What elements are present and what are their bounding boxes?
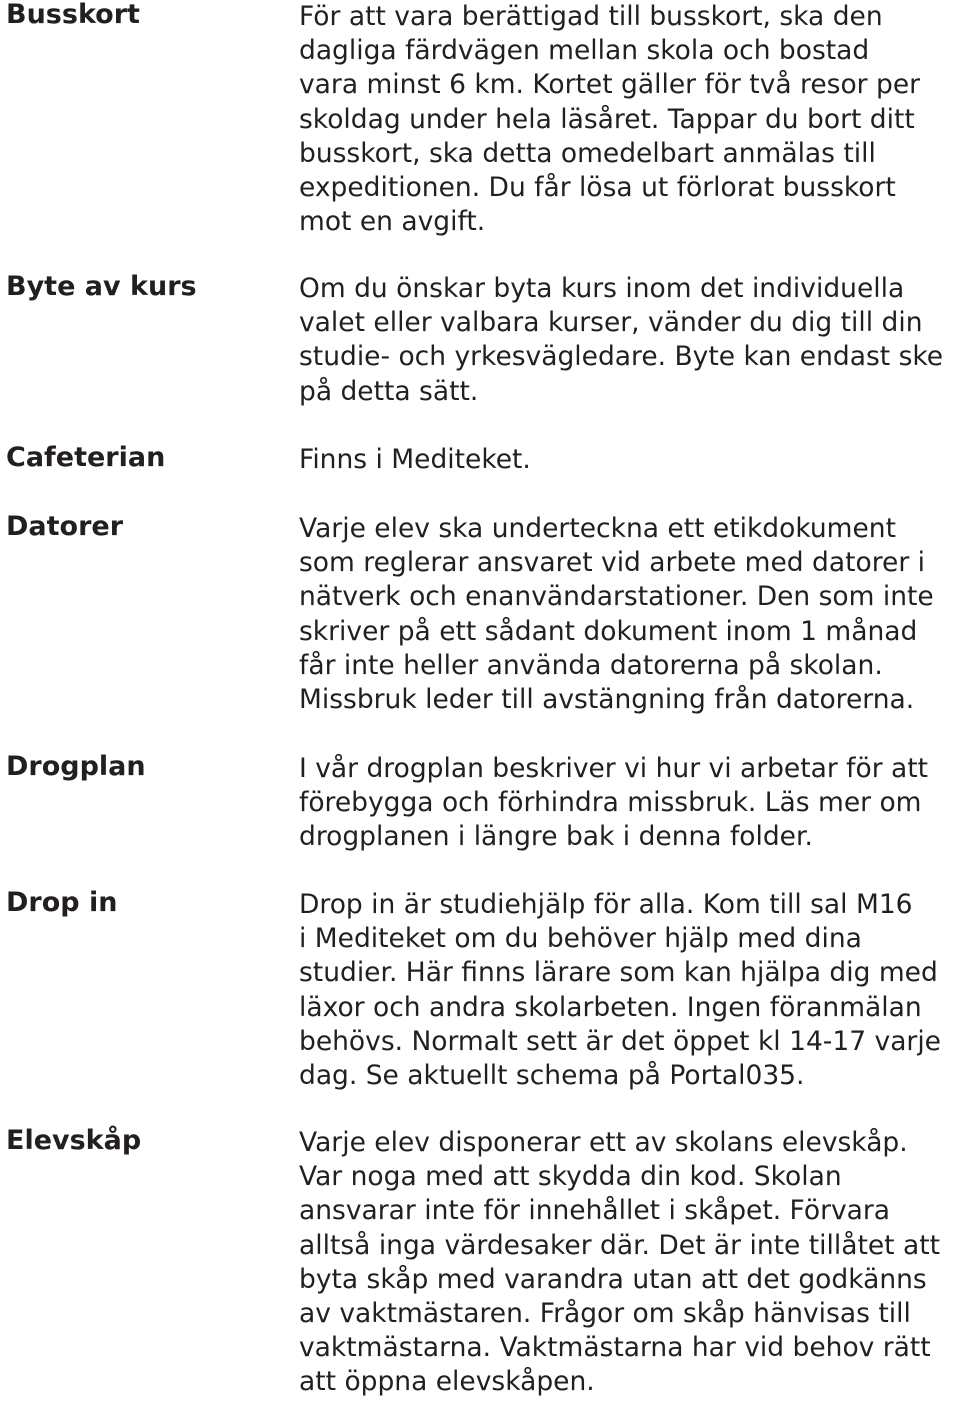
description-line: drogplanen i längre bak i denna folder. [299, 821, 813, 853]
description-line: att öppna elevskåpen. [299, 1366, 595, 1398]
description-line: busskort, ska detta omedelbart anmälas till [299, 137, 876, 169]
description-line: Varje elev ska underteckna ett etikdokument [299, 513, 896, 544]
description-line: mot en avgift. [299, 206, 486, 238]
description-line: behövs. Normalt sett är det öppet kl 14-17 varje [299, 1025, 941, 1057]
entry-term: Elevskåp [6, 1125, 142, 1156]
description-line: I vår drogplan beskriver vi hur vi arbetar för att [299, 753, 929, 784]
description-line: För att vara berättigad till busskort, ska den [299, 1, 883, 32]
description-line: som reglerar ansvaret vid arbete med datorer i [299, 547, 925, 579]
description-line: läxor och andra skolarbeten. Ingen föranmälan [299, 991, 922, 1023]
description-line: Drop in är studiehjälp för alla. Kom till sal M16 [299, 889, 913, 920]
description-line: studier. Här finns lärare som kan hjälpa dig med [299, 957, 938, 989]
entry-description [299, 888, 956, 1093]
description-line: studie- och yrkesvägledare. Byte kan endast ske [299, 341, 944, 373]
entry-term: Drogplan [6, 751, 146, 782]
description-line: Varje elev disponerar ett av skolans elevskåp. [299, 1127, 908, 1158]
entry-description [299, 0, 956, 239]
description-line: nätverk och enanvändarstationer. Den som inte [299, 581, 934, 613]
description-line: får inte heller använda datorerna på skolan. [299, 649, 883, 681]
description-line: valet eller valbara kurser, vänder du dig till din [299, 307, 923, 339]
description-line: dag. Se aktuellt schema på Portal035. [299, 1060, 805, 1092]
description-line: expeditionen. Du får lösa ut förlorat busskort [299, 172, 896, 204]
entry-description [299, 752, 956, 855]
description-line: vara minst 6 km. Kortet gäller för två resor per [299, 69, 921, 101]
entry-description [299, 512, 956, 717]
description-line: skoldag under hela läsåret. Tappar du bort ditt [299, 103, 915, 135]
entry-term: Byte av kurs [6, 271, 197, 302]
description-line: skriver på ett sådant dokument inom 1 månad [299, 615, 918, 647]
entry-description [299, 1126, 956, 1400]
entry-term: Drop in [6, 887, 118, 918]
description-line: dagliga färdvägen mellan skola och bostad [299, 35, 870, 67]
description-line: förebygga och förhindra missbruk. Läs mer om [299, 787, 922, 819]
description-line: vaktmästarna. Vaktmästarna har vid behov rätt [299, 1332, 931, 1364]
description-line: Finns i Mediteket. [299, 444, 531, 475]
description-line: i Mediteket om du behöver hjälp med dina [299, 923, 862, 955]
entry-description [299, 443, 956, 477]
entry-term: Datorer [6, 511, 124, 542]
entry-term: Cafeterian [6, 442, 166, 473]
entry-description [299, 272, 956, 409]
description-line: av vaktmästaren. Frågor om skåp hänvisas till [299, 1298, 911, 1330]
description-line: ansvarar inte för innehållet i skåpet. Förvara [299, 1195, 891, 1227]
description-line: Om du önskar byta kurs inom det individuella [299, 273, 905, 304]
description-line: alltså inga värdesaker där. Det är inte tillåtet att [299, 1229, 940, 1261]
description-line: Missbruk leder till avstängning från datorerna. [299, 684, 915, 716]
description-line: byta skåp med varandra utan att det godkänns [299, 1263, 927, 1295]
entry-term: Busskort [6, 0, 140, 30]
description-line: Var noga med att skydda din kod. Skolan [299, 1161, 842, 1193]
description-line: på detta sätt. [299, 375, 479, 407]
